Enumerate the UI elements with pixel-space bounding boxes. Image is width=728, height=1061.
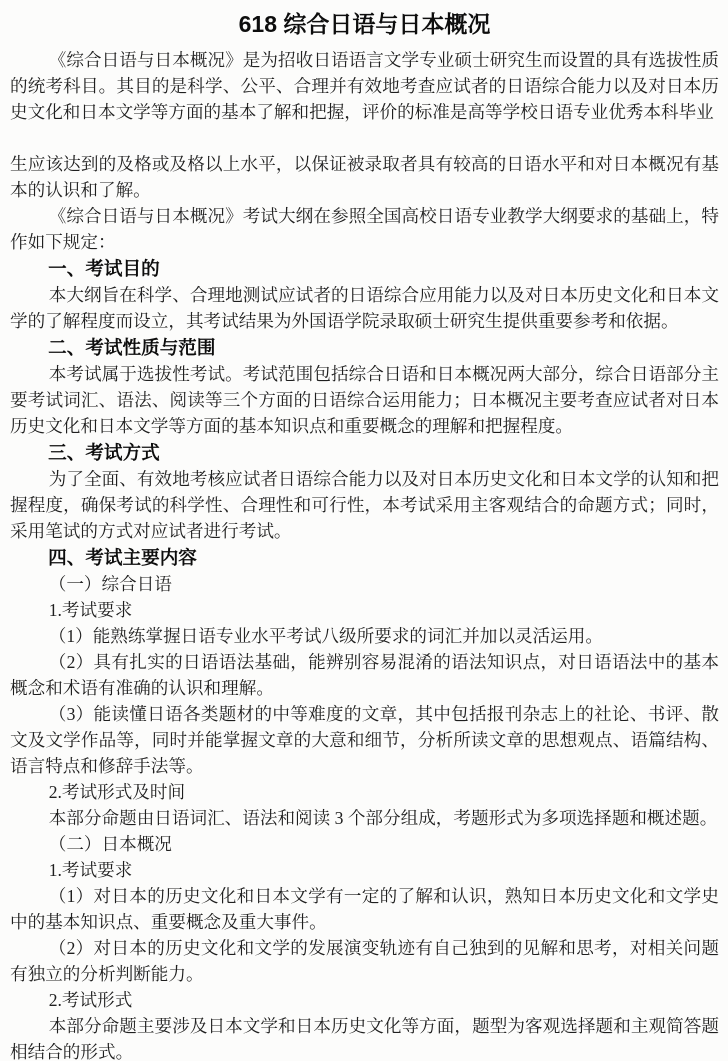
exam-nature-scope-paragraph: 本考试属于选拔性考试。考试范围包括综合日语和日本概况两大部分，综合日语部分主要考试词汇、语法、阅读等三个方面的日语综合运用能力；日本概况主要考查应试者对日本历史文化和日本文学等方面的基本知识点和重要概念的理解和把握程度。 [10, 364, 719, 436]
page-title: 618 综合日语与日本概况 [238, 11, 491, 37]
japan-overview-requirement-1: （1）对日本的历史文化和日本文学有一定的了解和认识，熟知日本历史文化和文学史中的基本知识点、重要概念及重大事件。 [10, 886, 719, 932]
subsection-comprehensive-japanese-label: （一）综合日语 [48, 574, 172, 594]
exam-method-paragraph: 为了全面、有效地考核应试者日语综合能力以及对日本历史文化和日本文学的认知和把握程度，确保考试的科学性、合理性和可行性，本考试采用主客观结合的命题方式；同时，采用笔试的方式对应试者进行考试。 [10, 469, 719, 541]
japan-overview-format-title: 2.考试形式 [48, 990, 133, 1010]
section-heading-exam-content: 四、考试主要内容 [48, 547, 197, 568]
comprehensive-japanese-requirements-title: 1.考试要求 [48, 600, 133, 620]
syllabus-basis-paragraph: 《综合日语与日本概况》考试大纲在参照全国高校日语专业教学大纲要求的基础上，特作如下规定： [10, 206, 719, 252]
comprehensive-japanese-requirement-2: （2）具有扎实的日语语法基础，能辨别容易混淆的语法知识点，对日语语法中的基本概念和术语有准确的认识和理解。 [10, 652, 719, 698]
comprehensive-japanese-format-text: 本部分命题由日语词汇、语法和阅读 3 个部分组成，考题形式为多项选择题和概述题。 [48, 808, 718, 828]
page-break-gap [10, 125, 719, 151]
japan-overview-requirement-2: （2）对日本的历史文化和文学的发展演变轨迹有自己独到的见解和思考，对相关问题有独立的分析判断能力。 [10, 938, 719, 984]
japan-overview-format-text: 本部分命题主要涉及日本文学和日本历史文化等方面，题型为客观选择题和主观简答题相结合的形式。 [10, 1016, 719, 1061]
section-heading-exam-method: 三、考试方式 [48, 442, 160, 463]
comprehensive-japanese-requirement-3: （3）能读懂日语各类题材的中等难度的文章，其中包括报刊杂志上的社论、书评、散文及文学作品等，同时并能掌握文章的大意和细节，分析所读文章的思想观点、语篇结构、语言特点和修辞手法等。 [10, 704, 719, 776]
comprehensive-japanese-requirement-1: （1）能熟练掌握日语专业水平考试八级所要求的词汇并加以灵活运用。 [48, 626, 603, 646]
subsection-japan-overview-label: （二）日本概况 [48, 834, 172, 854]
section-heading-exam-nature-scope: 二、考试性质与范围 [48, 337, 216, 358]
japan-overview-requirements-title: 1.考试要求 [48, 860, 133, 880]
exam-purpose-paragraph: 本大纲旨在科学、合理地测试应试者的日语综合应用能力以及对日本历史文化和日本文学的了解程度而设立，其考试结果为外国语学院录取硕士研究生提供重要参考和依据。 [10, 285, 719, 331]
intro-paragraph-part2: 生应该达到的及格或及格以上水平，以保证被录取者具有较高的日语水平和对日本概况有基本的认识和了解。 [10, 154, 719, 200]
intro-paragraph-part1: 《综合日语与日本概况》是为招收日语语言文学专业硕士研究生而设置的具有选拔性质的统考科目。其目的是科学、公平、合理并有效地考查应试者的日语综合能力以及对日本历史文化和日本文学等方面的基本了解和把握，评价的标准是高等学校日语专业优秀本科毕业 [10, 50, 719, 122]
section-heading-exam-purpose: 一、考试目的 [48, 258, 160, 279]
comprehensive-japanese-format-title: 2.考试形式及时间 [48, 782, 186, 802]
